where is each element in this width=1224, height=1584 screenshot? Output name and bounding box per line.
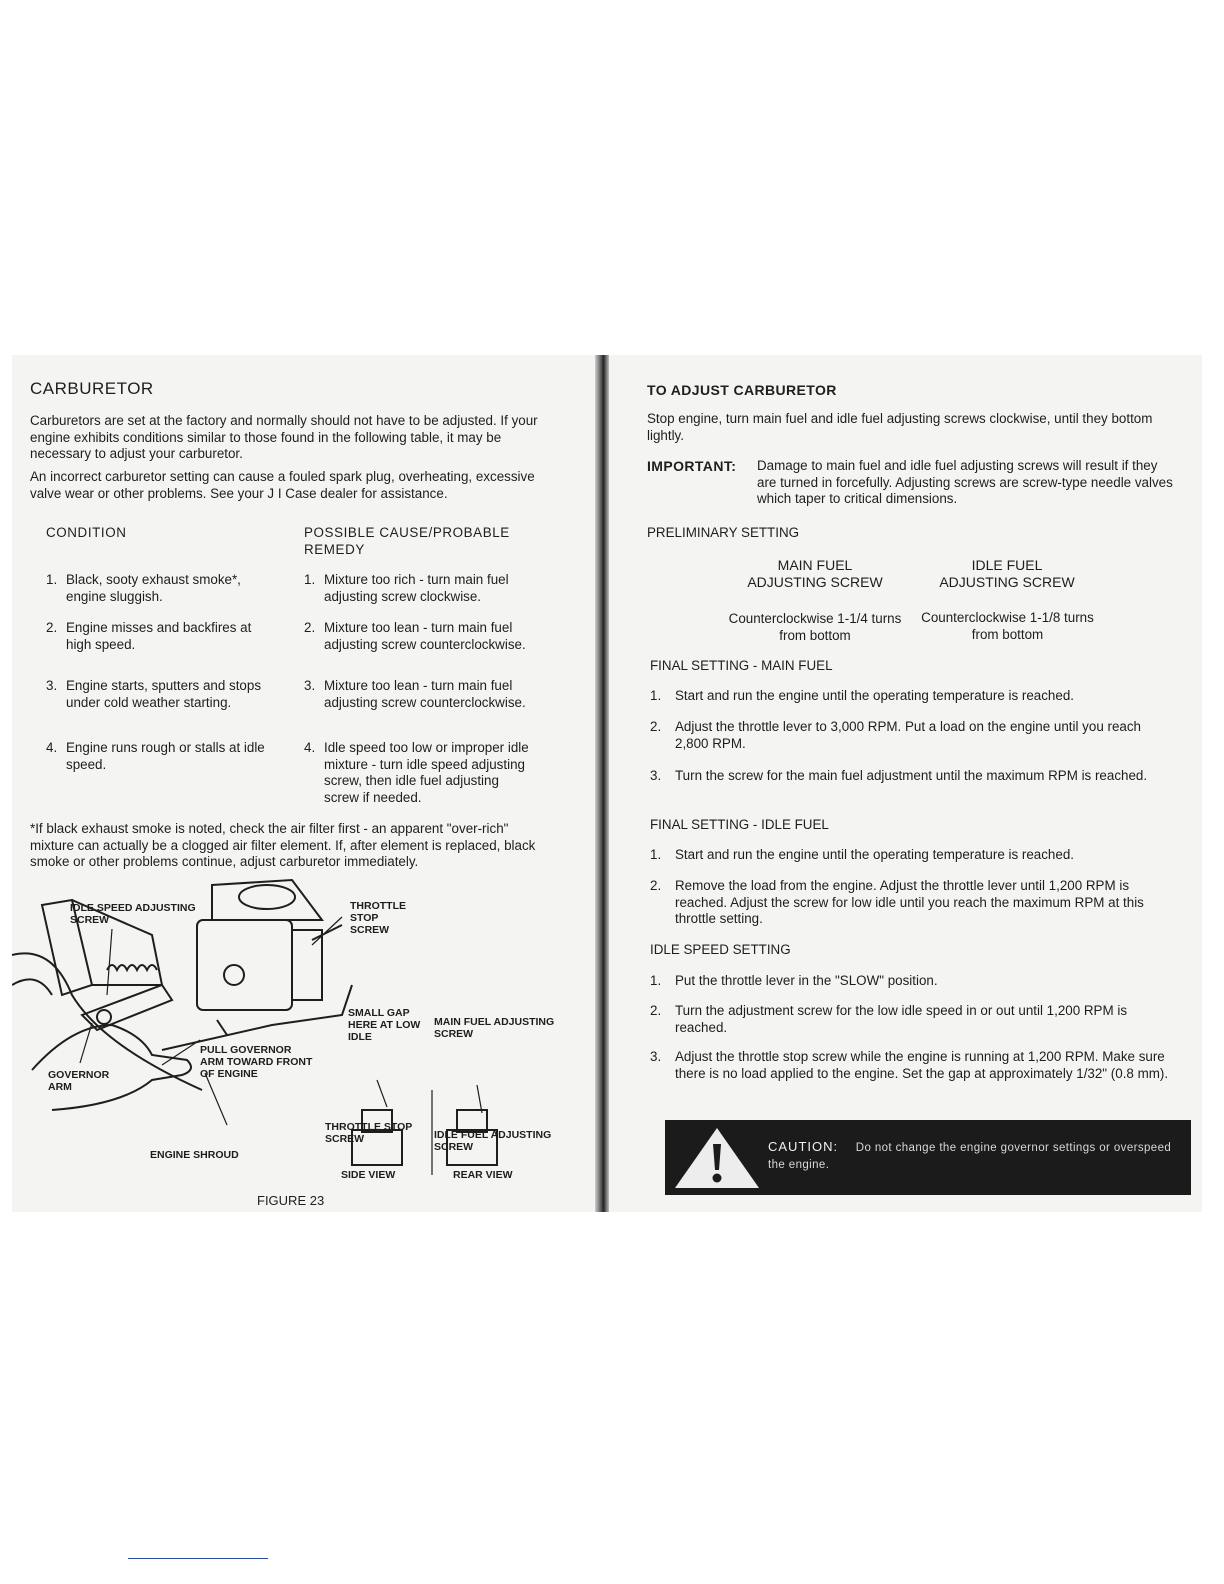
final-main-heading: FINAL SETTING - MAIN FUEL — [650, 658, 833, 673]
condition-header: CONDITION — [46, 525, 127, 540]
label-main-fuel-screw: MAIN FUEL ADJUSTING SCREW — [434, 1016, 555, 1040]
table-row-condition: 2. Engine misses and backfires at high speed. — [46, 620, 252, 652]
right-page — [602, 355, 1202, 1212]
important-label: IMPORTANT: — [647, 458, 737, 474]
label-small-gap: SMALL GAP HERE AT LOW IDLE — [348, 1007, 421, 1043]
table-row-remedy: 1. Mixture too rich - turn main fuel adjusting screw clockwise. — [304, 572, 509, 604]
remedy-header: POSSIBLE CAUSE/PROBABLE REMEDY — [304, 525, 510, 557]
caution-box — [665, 1120, 1191, 1195]
table-row-remedy: 3. Mixture too lean - turn main fuel adjusting screw counterclockwise. — [304, 678, 526, 710]
caution-text — [768, 1138, 1178, 1174]
list-item: 1. Start and run the engine until the operating temperature is reached. — [650, 847, 1074, 862]
important-text: Damage to main fuel and idle fuel adjusting screws will result if they are turned in forcefully. Adjusting screws are screw-type needle valves which taper to critical dimensions. — [757, 458, 1173, 506]
manual-spread — [12, 355, 1202, 1212]
list-item: 1. Put the throttle lever in the "SLOW" position. — [650, 973, 938, 988]
section-title: TO ADJUST CARBURETOR — [647, 382, 837, 398]
main-fuel-heading: MAIN FUEL ADJUSTING SCREW — [747, 557, 883, 590]
idle-speed-heading: IDLE SPEED SETTING — [650, 942, 791, 957]
preliminary-heading: PRELIMINARY SETTING — [647, 525, 800, 540]
final-idle-heading: FINAL SETTING - IDLE FUEL — [650, 817, 829, 832]
list-item: 2. Adjust the throttle lever to 3,000 RPM. Put a load on the engine until you reach 2,800 RPM. — [650, 719, 1141, 751]
page-title: CARBURETOR — [30, 379, 154, 398]
main-fuel-value: Counterclockwise 1-1/4 turns from bottom — [728, 611, 902, 643]
label-side-view: SIDE VIEW — [341, 1169, 396, 1181]
label-idle-speed-screw: IDLE SPEED ADJUSTING SCREW — [70, 902, 196, 926]
table-row-remedy: 2. Mixture too lean - turn main fuel adjusting screw counterclockwise. — [304, 620, 526, 652]
list-item: 3. Turn the screw for the main fuel adjustment until the maximum RPM is reached. — [650, 768, 1148, 783]
table-row-remedy: 4. Idle speed too low or improper idle mixture - turn idle speed adjusting screw, then idle fuel adjusting screw if needed. — [304, 740, 529, 805]
footer-line — [128, 1558, 268, 1559]
left-page — [12, 355, 595, 1212]
label-rear-view: REAR VIEW — [453, 1169, 513, 1181]
intro-paragraph: Stop engine, turn main fuel and idle fuel adjusting screws clockwise, until they bottom lightly. — [647, 411, 1153, 443]
label-engine-shroud: ENGINE SHROUD — [150, 1149, 239, 1161]
intro-paragraph: Carburetors are set at the factory and normally should not have to be adjusted. If your engine exhibits conditions similar to those found in the following table, it may be necessary to adjust your carburetor. — [30, 413, 538, 461]
label-governor-arm: GOVERNOR ARM — [48, 1069, 110, 1093]
figure-caption: FIGURE 23 — [257, 1193, 325, 1208]
list-item: 1. Start and run the engine until the operating temperature is reached. — [650, 688, 1074, 703]
warning-icon — [673, 1126, 761, 1190]
label-idle-fuel-screw: IDLE FUEL ADJUSTING SCREW — [434, 1129, 552, 1153]
idle-fuel-heading: IDLE FUEL ADJUSTING SCREW — [939, 557, 1075, 590]
intro-paragraph-2: An incorrect carburetor setting can cause a fouled spark plug, overheating, excessive valve wear or other problems. See your J I Case dealer for assistance. — [30, 469, 535, 501]
label-throttle-stop-screw-2: THROTTLE STOP SCREW — [325, 1121, 413, 1145]
footnote: *If black exhaust smoke is noted, check the air filter first - an apparent "over-rich" mixture can actually be a clogged air filter element. If, after element is replaced, black smoke or other problems continue, adjust carburetor immediately. — [30, 821, 536, 869]
list-item: 2. Turn the adjustment screw for the low idle speed in or out until 1,200 RPM is reached. — [650, 1003, 1128, 1035]
table-row-condition: 1. Black, sooty exhaust smoke*, engine sluggish. — [46, 572, 241, 604]
table-row-condition: 3. Engine starts, sputters and stops under cold weather starting. — [46, 678, 262, 710]
table-row-condition: 4. Engine runs rough or stalls at idle speed. — [46, 740, 265, 772]
caution-label: CAUTION: — [768, 1139, 839, 1154]
caution-message: Do not change the engine governor settings or overspeed the engine. — [768, 1142, 1172, 1171]
label-throttle-stop-screw: THROTTLE STOP SCREW — [350, 900, 406, 936]
idle-fuel-value: Counterclockwise 1-1/8 turns from bottom — [921, 610, 1094, 642]
list-item: 3. Adjust the throttle stop screw while the engine is running at 1,200 RPM. Make sure there is no load applied to the engine. Set the gap at approximately 1/32" (0.8 mm). — [650, 1049, 1169, 1081]
label-pull-governor: PULL GOVERNOR ARM TOWARD FRONT OF ENGINE — [200, 1044, 313, 1080]
list-item: 2. Remove the load from the engine. Adjust the throttle lever until 1,200 RPM is reached. Adjust the screw for low idle until you reach the maximum RPM at this throttle setting. — [650, 878, 1144, 926]
